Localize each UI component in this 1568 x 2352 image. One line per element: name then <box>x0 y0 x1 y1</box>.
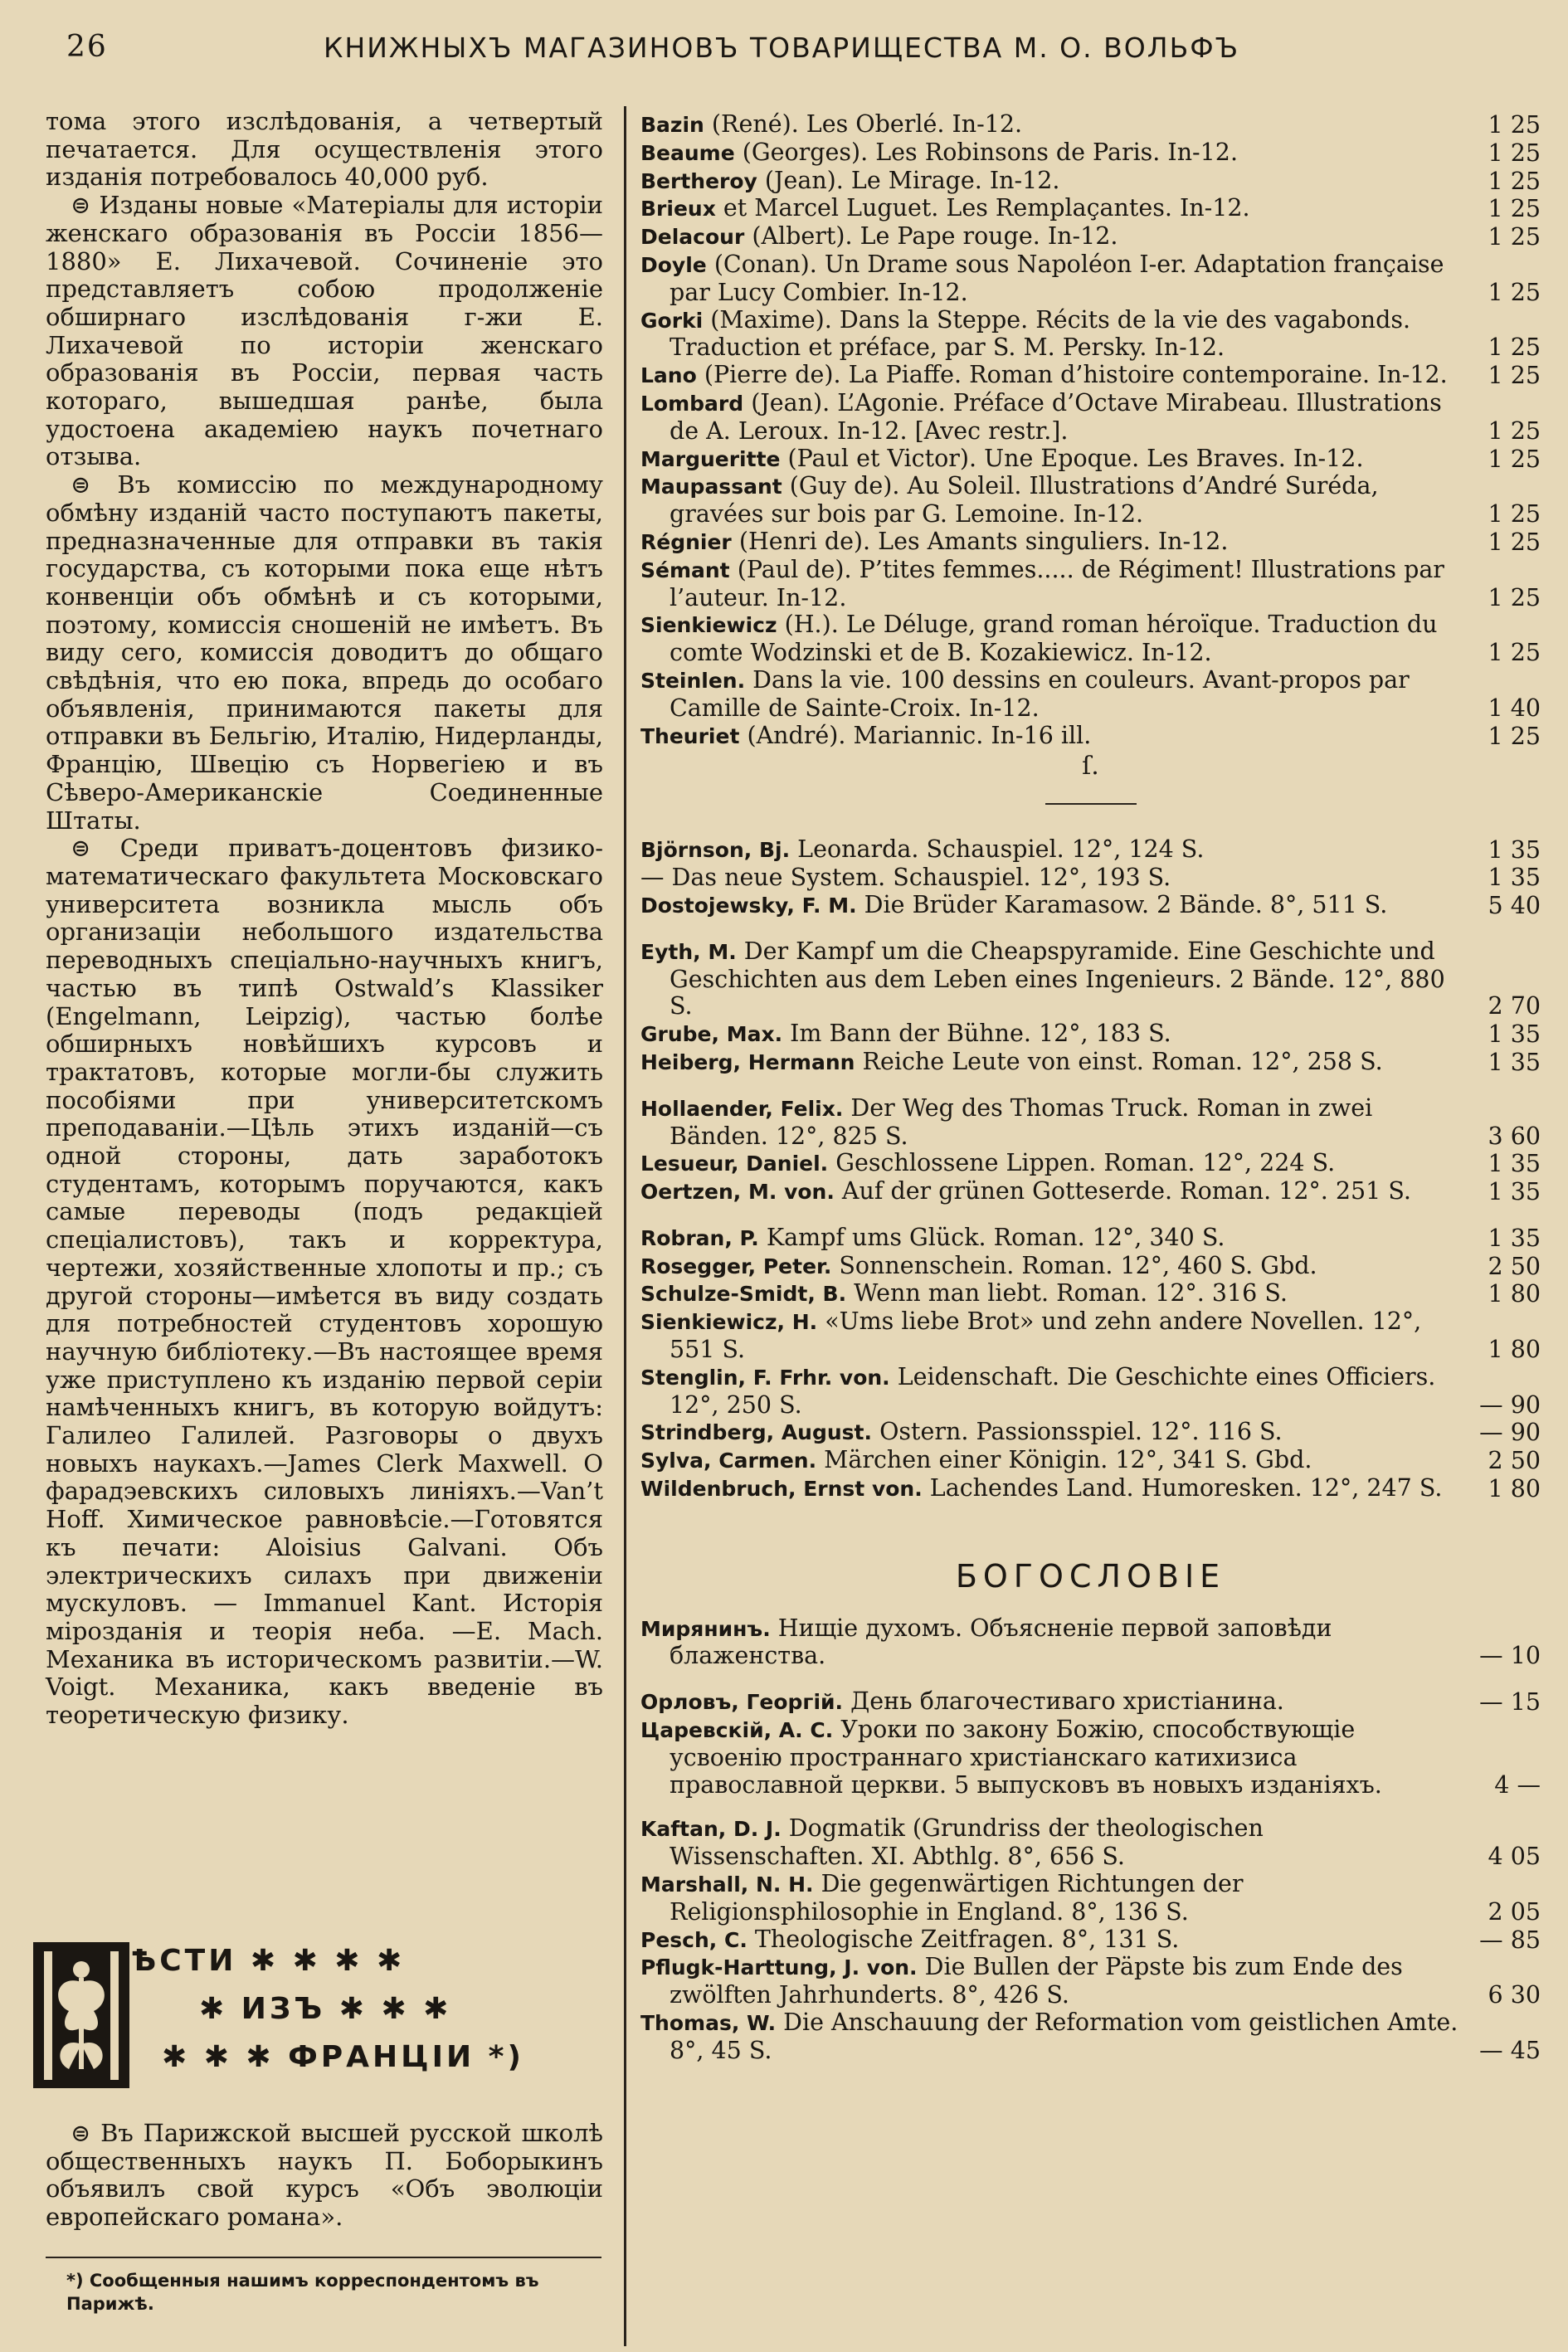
german-books-list <box>640 836 1541 1503</box>
book-entry-text <box>640 1095 1541 1151</box>
book-author: Lesueur, Daniel. <box>640 1152 829 1176</box>
book-title: Wenn man liebt. Roman. 12°. 316 S. <box>854 1279 1288 1307</box>
book-title: (Albert). Le Pape rouge. In-12. <box>752 222 1118 251</box>
book-author: Steinlen. <box>640 668 746 693</box>
book-author: Heiberg, Hermann <box>640 1049 855 1074</box>
book-price: 1 25 <box>1488 111 1541 139</box>
book-entry-text <box>640 1308 1541 1364</box>
book-author: Maupassant <box>640 475 782 499</box>
book-entry <box>640 892 1541 920</box>
book-entry <box>640 1150 1541 1178</box>
book-entry <box>640 1308 1541 1364</box>
book-entry <box>640 611 1541 667</box>
section-title: БОГОСЛОВІЕ <box>955 1557 1226 1595</box>
book-title: (Maxime). Dans la Steppe. Récits de la vie des vagabonds. Traduction et préface, par S. M. Persky. In-12. <box>670 305 1411 362</box>
book-entry <box>640 1815 1541 1871</box>
left-paragraph: тома этого изслѣдованія, а четвертый печатается. Для осуществленія этого изданія потребовалось 40,000 руб. <box>46 107 603 192</box>
book-entry <box>640 1225 1541 1253</box>
book-entry <box>640 362 1541 390</box>
book-title: «Ums liebe Brot» und zehn andere Novellen. 12°, 551 S. <box>670 1307 1422 1364</box>
book-author: Hollaender, Felix. <box>640 1096 844 1121</box>
book-entry <box>640 667 1541 723</box>
book-author: Brieux <box>640 197 716 222</box>
book-price: 1 25 <box>1488 223 1541 251</box>
left-column <box>46 108 603 1730</box>
book-price: 1 80 <box>1488 1336 1541 1364</box>
book-price: — 85 <box>1479 1926 1541 1954</box>
footnote: *) Сообщенныя нашимъ корреспондентомъ въ Парижѣ. <box>66 2271 539 2314</box>
book-price: 1 25 <box>1488 195 1541 223</box>
book-entry-text <box>640 251 1541 307</box>
book-entry-text <box>640 1717 1541 1799</box>
page-number: 26 <box>66 30 108 64</box>
spacer <box>640 1077 1541 1095</box>
book-entry-text <box>640 473 1541 528</box>
book-entry <box>640 168 1541 196</box>
book-title: Уроки по закону Божію, способствующіе усвоенію пространнаго христіанскаго катихизиса православной церкви. 5 выпусковъ въ новыхъ изданіяхъ. <box>670 1716 1382 1799</box>
book-price: 1 25 <box>1488 528 1541 556</box>
book-entry-text <box>640 1419 1541 1447</box>
book-entry-text <box>640 390 1541 446</box>
book-entry-text <box>640 1926 1541 1955</box>
book-title: Die gegenwärtigen Richtungen der Religionsphilosophie in England. 8°, 136 S. <box>670 1870 1244 1926</box>
section-divider <box>1045 803 1137 805</box>
book-price: 1 35 <box>1488 1020 1541 1049</box>
book-author: Орловъ, Георгій. <box>640 1690 844 1715</box>
left-paragraph: ⊜ Въ комиссію по международному обмѣну изданій часто поступаютъ пакеты, предназначенные для отправки въ такія государства, съ которыми пока еще нѣтъ конвенціи объ обмѣнѣ и съ которыми, поэтому, комиссія сношеній не имѣетъ. Въ виду сего, комиссія доводитъ до общаго свѣдѣнія, что ею пока, впредь до особаго объявленія, принимаются пакеты для отправки въ Бельгію, Италію, Нидерланды, Францію, Швецію съ Норвегіею и въ Сѣверо-Американскіе Соединенные Штаты. <box>46 470 603 835</box>
book-entry <box>640 836 1541 864</box>
column-rule <box>624 106 626 2346</box>
book-title: (André). Mariannic. In-16 ill. <box>747 721 1092 749</box>
book-entry-text <box>640 1475 1541 1503</box>
book-author: Stenglin, F. Frhr. von. <box>640 1365 890 1390</box>
book-price: 2 50 <box>1488 1447 1541 1475</box>
book-entry-text <box>640 223 1541 251</box>
book-author: Robran, P. <box>640 1225 759 1250</box>
book-price: — 45 <box>1479 2036 1541 2064</box>
spacer <box>640 920 1541 938</box>
book-price: 2 70 <box>1488 992 1541 1020</box>
book-entry-text <box>640 168 1541 196</box>
book-title: Lachendes Land. Humoresken. 12°, 247 S. <box>929 1474 1443 1502</box>
book-entry-text <box>640 1447 1541 1475</box>
book-entry <box>640 1615 1541 1671</box>
book-entry-text <box>640 528 1541 557</box>
book-price: 1 80 <box>1488 1280 1541 1308</box>
book-title: (René). Les Oberlé. In-12. <box>711 110 1023 138</box>
book-author: Régnier <box>640 529 732 554</box>
book-price: 1 35 <box>1488 1178 1541 1206</box>
book-title: Geschlossene Lippen. Roman. 12°, 224 S. <box>835 1149 1336 1177</box>
book-entry <box>640 864 1541 892</box>
book-entry <box>640 2009 1541 2065</box>
book-title: et Marcel Luguet. Les Remplaçantes. In-12. <box>723 194 1250 222</box>
footnote-rule <box>46 2257 601 2258</box>
book-price: 1 25 <box>1488 722 1541 750</box>
book-price: 1 25 <box>1488 639 1541 667</box>
book-title: Ostern. Passionsspiel. 12°. 116 S. <box>879 1418 1283 1446</box>
book-author: Dostojewsky, F. M. <box>640 893 857 918</box>
book-price: 1 25 <box>1488 445 1541 473</box>
book-price: 3 60 <box>1488 1122 1541 1150</box>
book-entry <box>640 1178 1541 1206</box>
book-entry <box>640 139 1541 168</box>
book-entry-text <box>640 1871 1541 1926</box>
book-entry-text <box>640 864 1541 892</box>
news-from-france-heading <box>33 1937 606 2091</box>
book-author: Margueritte <box>640 446 781 471</box>
book-entry <box>640 307 1541 363</box>
book-entry-text <box>640 557 1541 612</box>
book-entry <box>640 1280 1541 1308</box>
book-title: — Das neue System. Schauspiel. 12°, 193 S. <box>640 864 1171 892</box>
book-title: Im Bann der Bühne. 12°, 183 S. <box>790 1020 1171 1048</box>
news-heading-line: ✱ ИЗЪ ✱ ✱ ✱ <box>199 1992 452 2026</box>
book-author: Bazin <box>640 113 704 137</box>
book-author: Thomas, W. <box>640 2011 777 2036</box>
book-entry-text <box>640 1688 1541 1717</box>
book-title: Нищіе духомъ. Объясненіе первой заповѣди блаженства. <box>670 1614 1332 1670</box>
book-title: Die Brüder Karamasow. 2 Bände. 8°, 511 S. <box>864 890 1388 918</box>
running-title: КНИЖНЫХЪ МАГАЗИНОВЪ ТОВАРИЩЕСТВА М. О. ВОЛЬФЪ <box>324 32 1240 64</box>
book-author: Sienkiewicz, H. <box>640 1310 818 1335</box>
book-price: 1 25 <box>1488 167 1541 195</box>
news-heading-line: ✱ ✱ ✱ ФРАНЦІИ *) <box>162 2040 524 2074</box>
book-title: (Pierre de). La Piaffe. Roman d’histoire contemporaine. In-12. <box>704 361 1448 389</box>
book-title: Der Weg des Thomas Truck. Roman in zwei Bänden. 12°, 825 S. <box>670 1093 1373 1150</box>
book-entry-text <box>640 836 1541 864</box>
left-paragraph: ⊜ Изданы новые «Матеріалы для исторіи женскаго образованія въ Россіи 1856—1880» Е. Лихачевой. Сочиненіе это представляетъ собою продолженіе обширнаго изслѣдованія г-жи Е. Лихачевой по исторіи женскаго образованія въ Россіи, первая часть котораго, вышедшая ранѣе, была удостоена академіею наукъ почетнаго отзыва. <box>46 191 603 471</box>
book-author: Sémant <box>640 558 730 582</box>
news-body <box>46 2120 603 2232</box>
book-author: Pesch, C. <box>640 1927 747 1952</box>
book-price: 5 40 <box>1488 891 1541 919</box>
book-author: Björnson, Bj. <box>640 838 791 863</box>
book-author: Gorki <box>640 308 704 333</box>
book-title: Die Anschauung der Reformation vom geistlichen Amte. 8°, 45 S. <box>670 2009 1458 2064</box>
book-entry <box>640 1020 1541 1049</box>
book-author: Theuriet <box>640 723 740 748</box>
book-entry-text <box>640 1280 1541 1308</box>
book-entry <box>640 1688 1541 1717</box>
book-price: — 90 <box>1479 1390 1541 1419</box>
book-entry-text <box>640 446 1541 474</box>
theology-russian-list <box>640 1615 1541 1799</box>
book-entry-text <box>640 195 1541 223</box>
book-entry <box>640 557 1541 612</box>
left-paragraph: ⊜ Среди приватъ-доцентовъ физико-математическаго факультета Московскаго университета возникла мысль объ организаціи небольшого издательства переводныхъ спеціально-научныхъ книгъ, частью въ типѣ Ostwald’s Klassiker (Engelmann, Leipzig), частью болѣе обширныхъ новѣйшихъ курсовъ и трактатовъ, которые могли-бы служить пособіями при университетскомъ преподаваніи.—Цѣль этихъ изданій—съ одной стороны, дать заработокъ студентамъ, которымъ поручаются, какъ самые переводы (подъ редакціей спеціалистовъ), такъ и корректура, чертежи, хозяйственные хлопоты и пр.; съ другой стороны—имѣется въ виду создать для потребностей студентовъ хорошую научную библіотеку.—Въ настоящее время уже приступлено къ изданію первой серіи намѣченныхъ книгъ, въ которую войдутъ: Галилео Галилей. Разговоры о двухъ новыхъ наукахъ.—James Clerk Maxwell. О фарадэевскихъ силовыхъ линіяхъ.—Van’t Hoff. Химическое равновѣсіе.—Готовятся къ печати: Aloisius Galvani. Объ электрическихъ силахъ при движеніи мускуловъ. — Immanuel Kant. Исторія мірозданія и теорія неба. —E. Mach. Механика въ историческомъ развитіи.—W. Voigt. Механика, какъ введеніе въ теоретическую физику. <box>46 834 603 1730</box>
book-author: Kaftan, D. J. <box>640 1817 782 1842</box>
book-author: Lano <box>640 363 697 388</box>
book-title: (H.). Le Déluge, grand roman héroïque. Traduction du comte Wodzinski et de B. Kozakiewicz. In-12. <box>670 611 1438 667</box>
news-paragraph: ⊜ Въ Парижской высшей русской школѣ общественныхъ наукъ П. Боборыкинъ объявилъ свой курсъ «Объ эволюціи европейскаго романа». <box>46 2119 603 2232</box>
book-entry-text <box>640 1178 1541 1206</box>
book-title: (Henri de). Les Amants singuliers. In-12. <box>738 527 1229 555</box>
book-author: Marshall, N. H. <box>640 1872 814 1897</box>
book-entry-text <box>640 362 1541 390</box>
book-title: Märchen einer Königin. 12°, 341 S. Gbd. <box>824 1446 1312 1474</box>
section-mark: ſ. <box>1082 752 1099 782</box>
book-price: — 15 <box>1479 1688 1541 1717</box>
book-author: Delacour <box>640 225 745 250</box>
book-entry <box>640 111 1541 139</box>
book-entry <box>640 251 1541 307</box>
book-entry <box>640 390 1541 446</box>
right-column <box>640 111 1541 2065</box>
book-entry <box>640 1419 1541 1447</box>
book-entry <box>640 1954 1541 2009</box>
book-entry-text <box>640 1364 1541 1419</box>
book-author: Strindberg, August. <box>640 1420 872 1445</box>
book-entry <box>640 1364 1541 1419</box>
book-title: (Guy de). Au Soleil. Illustrations d’André Suréda, gravées sur bois par G. Lemoine. In-12. <box>670 472 1379 528</box>
book-entry-text <box>640 307 1541 363</box>
book-entry-text <box>640 1150 1541 1178</box>
book-entry-text <box>640 1615 1541 1671</box>
book-title: Sonnenschein. Roman. 12°, 460 S. Gbd. <box>839 1251 1317 1279</box>
book-price: 1 80 <box>1488 1475 1541 1503</box>
book-price: 1 25 <box>1488 278 1541 306</box>
book-price: 2 05 <box>1488 1897 1541 1926</box>
book-entry-text <box>640 1225 1541 1253</box>
book-entry <box>640 1717 1541 1799</box>
book-title: Der Kampf um die Cheapspyramide. Eine Geschichte und Geschichten aus dem Leben eines Ingenieurs. 2 Bände. 12°, 880 S. <box>670 937 1445 1020</box>
book-title: (Georges). Les Robinsons de Paris. In-12. <box>742 138 1238 166</box>
book-price: 1 35 <box>1488 1150 1541 1178</box>
book-price: 4 — <box>1494 1770 1541 1799</box>
book-author: Rosegger, Peter. <box>640 1254 832 1278</box>
book-entry-text <box>640 139 1541 168</box>
book-entry-text <box>640 667 1541 723</box>
book-title: Theologische Zeitfragen. 8°, 131 S. <box>754 1925 1180 1953</box>
book-price: 1 40 <box>1488 694 1541 722</box>
book-price: 4 05 <box>1488 1843 1541 1871</box>
book-author: Schulze-Smidt, B. <box>640 1282 847 1307</box>
book-title: (Paul et Victor). Une Epoque. Les Braves. In-12. <box>787 444 1364 472</box>
book-price: 1 35 <box>1488 1048 1541 1076</box>
book-author: Wildenbruch, Ernst von. <box>640 1477 923 1502</box>
spacer <box>640 1799 1541 1815</box>
book-price: 1 25 <box>1488 583 1541 611</box>
spacer <box>640 1206 1541 1225</box>
book-author: Oertzen, M. von. <box>640 1180 835 1205</box>
book-entry <box>640 1095 1541 1151</box>
book-entry <box>640 223 1541 251</box>
book-title: Dans la vie. 100 dessins en couleurs. Avant-propos par Camille de Sainte-Croix. In-12. <box>670 665 1410 722</box>
book-price: 1 25 <box>1488 500 1541 528</box>
book-entry-text <box>640 723 1541 751</box>
book-author: Pflugk-Harttung, J. von. <box>640 1955 918 1980</box>
book-price: 1 25 <box>1488 416 1541 445</box>
book-entry-text <box>640 611 1541 667</box>
book-title: (Paul de). P’tites femmes..... de Régiment! Illustrations par l’auteur. In-12. <box>670 555 1444 611</box>
book-entry <box>640 1871 1541 1926</box>
book-title: Reiche Leute von einst. Roman. 12°, 258 S. <box>862 1047 1383 1075</box>
book-price: — 10 <box>1479 1642 1541 1670</box>
book-title: (Jean). L’Agonie. Préface d’Octave Mirabeau. Illustrations de A. Leroux. In-12. [Avec restr.]. <box>670 388 1442 445</box>
book-entry <box>640 938 1541 1020</box>
french-books-list <box>640 111 1541 750</box>
book-author: Царевскій, А. С. <box>640 1718 834 1743</box>
news-heading-line: ѢСТИ ✱ ✱ ✱ ✱ <box>131 1944 406 1978</box>
book-author: Мирянинъ. <box>640 1616 771 1641</box>
book-author: Grube, Max. <box>640 1022 783 1047</box>
book-entry <box>640 473 1541 528</box>
book-author: Lombard <box>640 391 744 416</box>
spacer <box>640 1670 1541 1688</box>
book-title: День благочестиваго христіанина. <box>850 1687 1284 1716</box>
book-title: Leidenschaft. Die Geschichte eines Officiers. 12°, 250 S. <box>670 1362 1436 1419</box>
book-title: Dogmatik (Grundriss der theologischen Wissenschaften. XI. Abthlg. 8°, 656 S. <box>670 1814 1264 1871</box>
book-title: Leonarda. Schauspiel. 12°, 124 S. <box>797 835 1205 864</box>
book-price: 1 25 <box>1488 362 1541 390</box>
book-entry <box>640 723 1541 751</box>
book-entry-text <box>640 111 1541 139</box>
book-price: 2 50 <box>1488 1252 1541 1280</box>
book-price: 1 25 <box>1488 139 1541 167</box>
book-entry <box>640 1049 1541 1077</box>
book-title: Auf der grünen Gotteserde. Roman. 12°. 251 S. <box>841 1177 1411 1205</box>
book-entry <box>640 1475 1541 1503</box>
book-author: Beaume <box>640 140 735 165</box>
book-entry-text <box>640 892 1541 920</box>
book-author: Bertheroy <box>640 168 757 193</box>
book-author: Doyle <box>640 252 707 277</box>
book-entry-text <box>640 938 1541 1020</box>
book-entry <box>640 195 1541 223</box>
book-price: 1 35 <box>1488 836 1541 864</box>
book-title: (Conan). Un Drame sous Napoléon I-er. Adaptation française par Lucy Combier. In-12. <box>670 250 1444 306</box>
book-entry-text <box>640 1020 1541 1049</box>
book-entry-text <box>640 2009 1541 2065</box>
book-price: 6 30 <box>1488 1981 1541 2009</box>
book-price: — 90 <box>1479 1419 1541 1447</box>
book-title: (Jean). Le Mirage. In-12. <box>764 166 1060 194</box>
book-title: Die Bullen der Päpste bis zum Ende des zwölften Jahrhunderts. 8°, 426 S. <box>670 1953 1403 2009</box>
book-author: Sienkiewicz <box>640 613 777 638</box>
page-header <box>50 25 1535 75</box>
ornament-initial-icon <box>33 1942 129 2088</box>
book-entry-text <box>640 1049 1541 1077</box>
theology-german-list <box>640 1815 1541 2064</box>
book-entry <box>640 528 1541 557</box>
book-entry-text <box>640 1815 1541 1871</box>
book-entry <box>640 1926 1541 1955</box>
book-price: 1 35 <box>1488 864 1541 892</box>
book-author: Eyth, M. <box>640 939 737 964</box>
book-entry-text <box>640 1253 1541 1281</box>
book-price: 1 35 <box>1488 1224 1541 1252</box>
book-entry <box>640 446 1541 474</box>
book-entry <box>640 1447 1541 1475</box>
book-price: 1 25 <box>1488 334 1541 362</box>
book-entry <box>640 1253 1541 1281</box>
book-entry-text <box>640 1954 1541 2009</box>
book-author: Sylva, Carmen. <box>640 1449 817 1473</box>
book-title: Kampf ums Glück. Roman. 12°, 340 S. <box>766 1223 1225 1251</box>
